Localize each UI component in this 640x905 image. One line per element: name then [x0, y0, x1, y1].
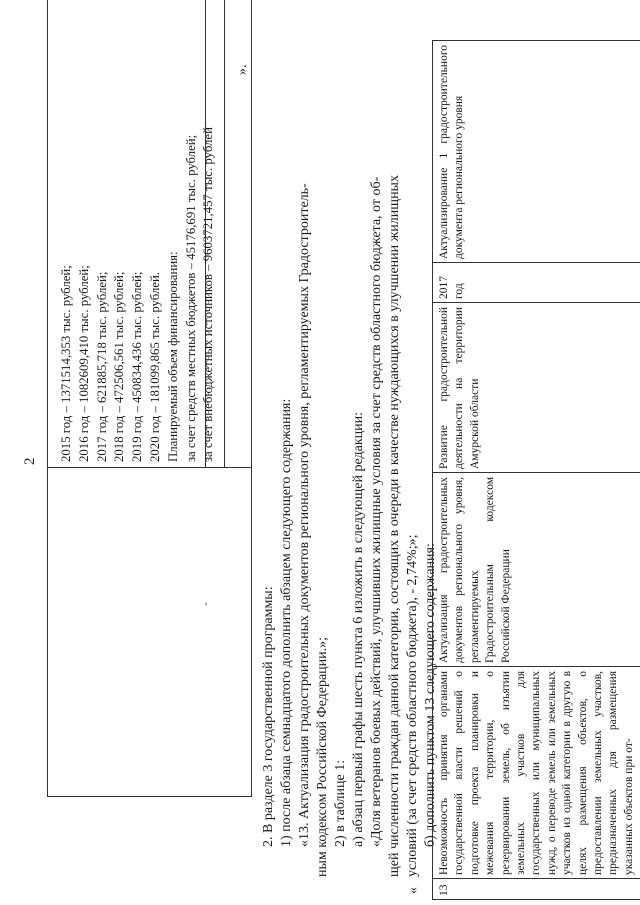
paragraph: 2. В разделе 3 государственной программы:	[261, 586, 276, 847]
funding-line: 2018 год – 472506,561 тыс. рублей;	[112, 271, 127, 462]
event-cell: Развитие градостроительной деятельности на территории Амурской области	[438, 307, 481, 469]
paragraph: условий (за счет средств областного бюджета), - 2,74%;»;	[405, 534, 420, 877]
paragraph: 1) после абзаца семнадцатого дополнить абзацем следующего содержания:	[279, 398, 294, 847]
table-column-divider	[433, 472, 640, 473]
result-cell: Актуализирование 1 градостроительного документа регионального уровня	[438, 45, 466, 259]
table-column-divider	[433, 302, 640, 303]
funding-line: 2019 год – 450834,436 тыс. рублей;	[130, 271, 145, 462]
problem-cell: Невозможность принятия органами государственной власти решений о подготовке проекта планировки и межевания территории, о резервировании земель, об изъятии земельных участков для государственных или муниципальных нужд, о переводе земель или земельных участков из одной категории в другую в целях размещения объектов, о предоставлении земельных участков, предназначенных для размещения указанных объектов при от-	[438, 671, 635, 875]
paragraph: а) абзац первый графы шесть пункта 6 изложить в следующей редакции:	[351, 411, 366, 847]
opening-quote: «	[406, 887, 421, 894]
paragraph: б) дополнить пунктом 13 следующего содержания:	[423, 543, 438, 847]
funding-line: 2017 год – 621885,718 тыс. рублей;	[94, 271, 109, 462]
year-cell: 2017 год	[438, 276, 466, 299]
paragraph: ным кодексом Российской Федерации.»;	[315, 636, 330, 877]
funding-lines	[58, 0, 218, 462]
paragraph: щей численности граждан данной категории, состоящих в очереди в качестве нуждающихся в улучшении жилищных	[387, 175, 402, 877]
closing-quote: ».	[235, 64, 250, 75]
table-column-divider	[433, 878, 640, 879]
amendment-text	[260, 37, 440, 877]
table-column-divider	[48, 467, 251, 468]
funding-line: за счет средств местных бюджетов – 45176,691 тыс. рублей;	[183, 134, 198, 462]
funding-line: за счет внебюджетных источников – 9603721,457 тыс. рублей	[201, 127, 216, 462]
table-column-divider	[433, 262, 640, 263]
row-number: 13	[438, 884, 450, 896]
paragraph: 2) в таблице 1:	[333, 759, 348, 847]
page-number: 2	[22, 457, 38, 465]
task-cell: Актуализация градостроительных документов регионального уровня, регламентируемых Градостроительным кодексом Российской Федерации	[438, 477, 512, 663]
table-column-divider	[433, 666, 640, 667]
funding-line: 2020 год – 181099,865 тыс. рублей.	[147, 271, 162, 462]
table-mark: -	[198, 602, 212, 606]
task-table-row-13	[432, 40, 640, 900]
table-row-divider	[224, 0, 225, 468]
funding-line: 2015 год – 1371514,353 тыс. рублей;	[59, 265, 73, 462]
paragraph: «Доля ветеранов боевых действий, улучшивших жилищные условия за счет средств областного бюджета, от об-	[369, 176, 384, 847]
paragraph: «13. Актуализация градостроительных документов регионального уровня, регламентируемых Градостроитель-	[297, 183, 312, 847]
funding-line: Планируемый объем финансирования:	[165, 251, 180, 462]
funding-line: 2016 год – 1082609,410 тыс. рублей;	[76, 265, 91, 462]
funding-table-continuation	[47, 0, 252, 797]
